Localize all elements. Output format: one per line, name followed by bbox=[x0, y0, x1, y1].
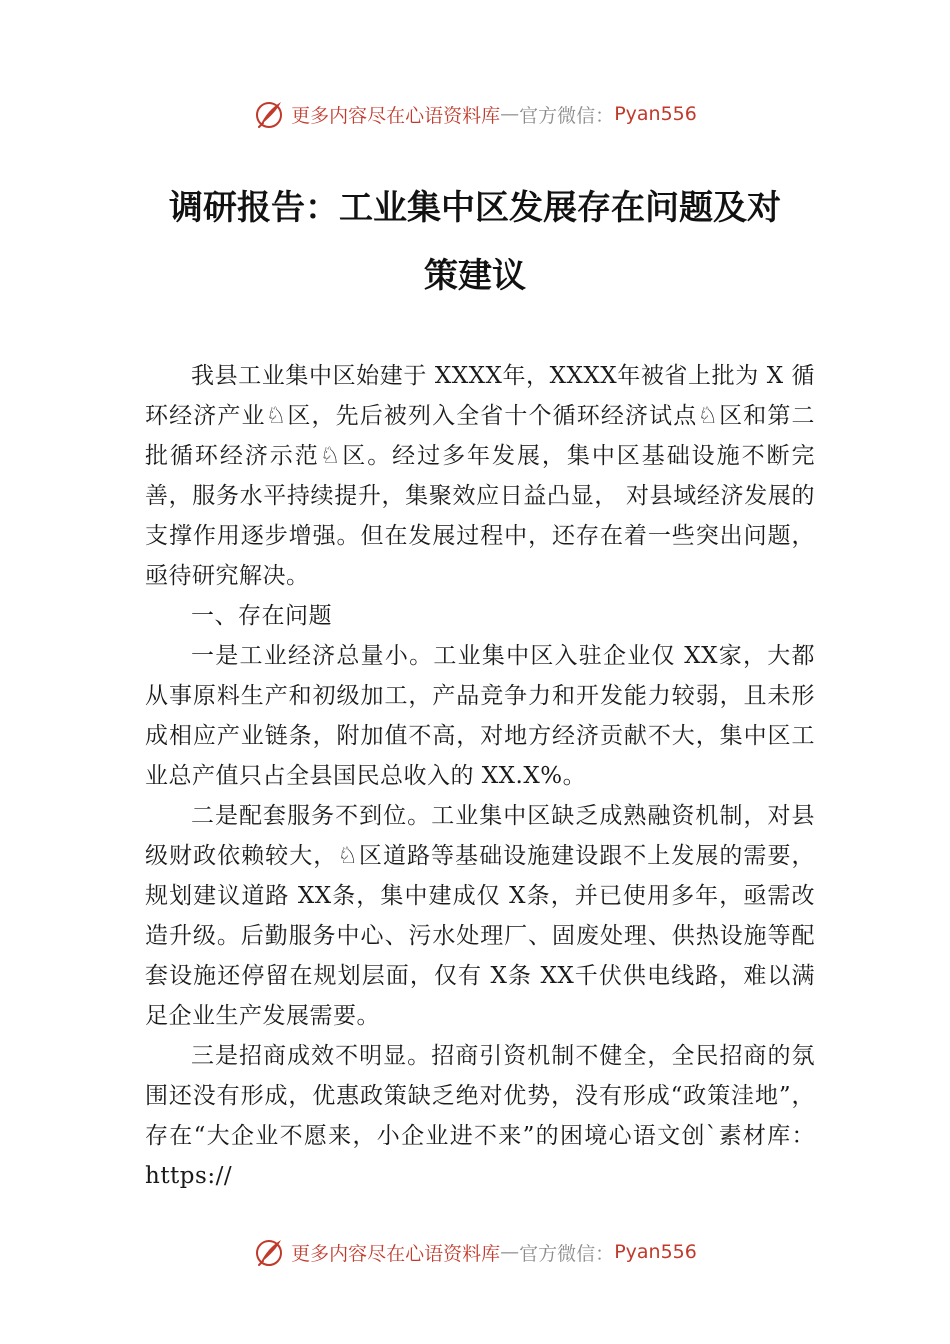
quill-logo-icon bbox=[253, 98, 285, 130]
watermark-brand: 更多内容尽在心语资料库 bbox=[291, 104, 501, 127]
paragraph-problem-1: 一是工业经济总量小。工业集中区入驻企业仅 XX家，大都从事原料生产和初级加工，产品竞争力和开发能力较弱，且未形成相应产业链条，附加值不高，对地方经济贡献不大，集中区工业总产值只占全县国民总收入的 XX.X%。 bbox=[145, 643, 815, 789]
watermark-label: 官方微信： bbox=[519, 104, 615, 127]
quill-logo-icon bbox=[253, 1236, 285, 1268]
watermark-header bbox=[0, 92, 950, 136]
watermark-separator: — bbox=[500, 103, 520, 125]
paragraph-intro: 我县工业集中区始建于 XXXX年，XXXX年被省上批为 X 循环经济产业♘区，先后被列入全省十个循环经济试点♘区和第二批循环经济示范♘区。经过多年发展，集中区基础设施不断完善，服务水平持续提升，集聚效应日益凸显， 对县域经济发展的支撑作用逐步增强。但在发展过程中，还存在着一些突出问题，亟待研究解决。 bbox=[145, 363, 815, 589]
document-body bbox=[145, 356, 815, 1196]
paragraph-problem-2: 二是配套服务不到位。工业集中区缺乏成熟融资机制，对县级财政依赖较大，♘区道路等基础设施建设跟不上发展的需要，规划建议道路 XX条，集中建成仅 X条，并已使用多年，亟需改造升级。后勤服务中心、污水处理厂、固废处理、供热设施等配套设施还停留在规划层面，仅有 X条 XX千伏供电线路，难以满足企业生产发展需要。 bbox=[145, 803, 815, 1029]
watermark-brand: 更多内容尽在心语资料库 bbox=[291, 1242, 501, 1265]
document-title-line-1: 调研报告：工业集中区发展存在问题及对 bbox=[169, 188, 781, 228]
section-heading-problems: 一、存在问题 bbox=[191, 603, 332, 629]
watermark-separator: — bbox=[500, 1241, 520, 1263]
paragraph-problem-3: 三是招商成效不明显。招商引资机制不健全，全民招商的氛围还没有形成，优惠政策缺乏绝对优势，没有形成“政策洼地”，存在“大企业不愿来，小企业进不来”的困境心语文创`素材库：https:// bbox=[145, 1043, 815, 1189]
watermark-footer bbox=[0, 1230, 950, 1274]
watermark-label: 官方微信： bbox=[519, 1242, 615, 1265]
watermark-wechat-id: Pyan556 bbox=[614, 103, 697, 125]
watermark-wechat-id: Pyan556 bbox=[614, 1241, 697, 1263]
document-title-line-2: 策建议 bbox=[424, 256, 526, 296]
